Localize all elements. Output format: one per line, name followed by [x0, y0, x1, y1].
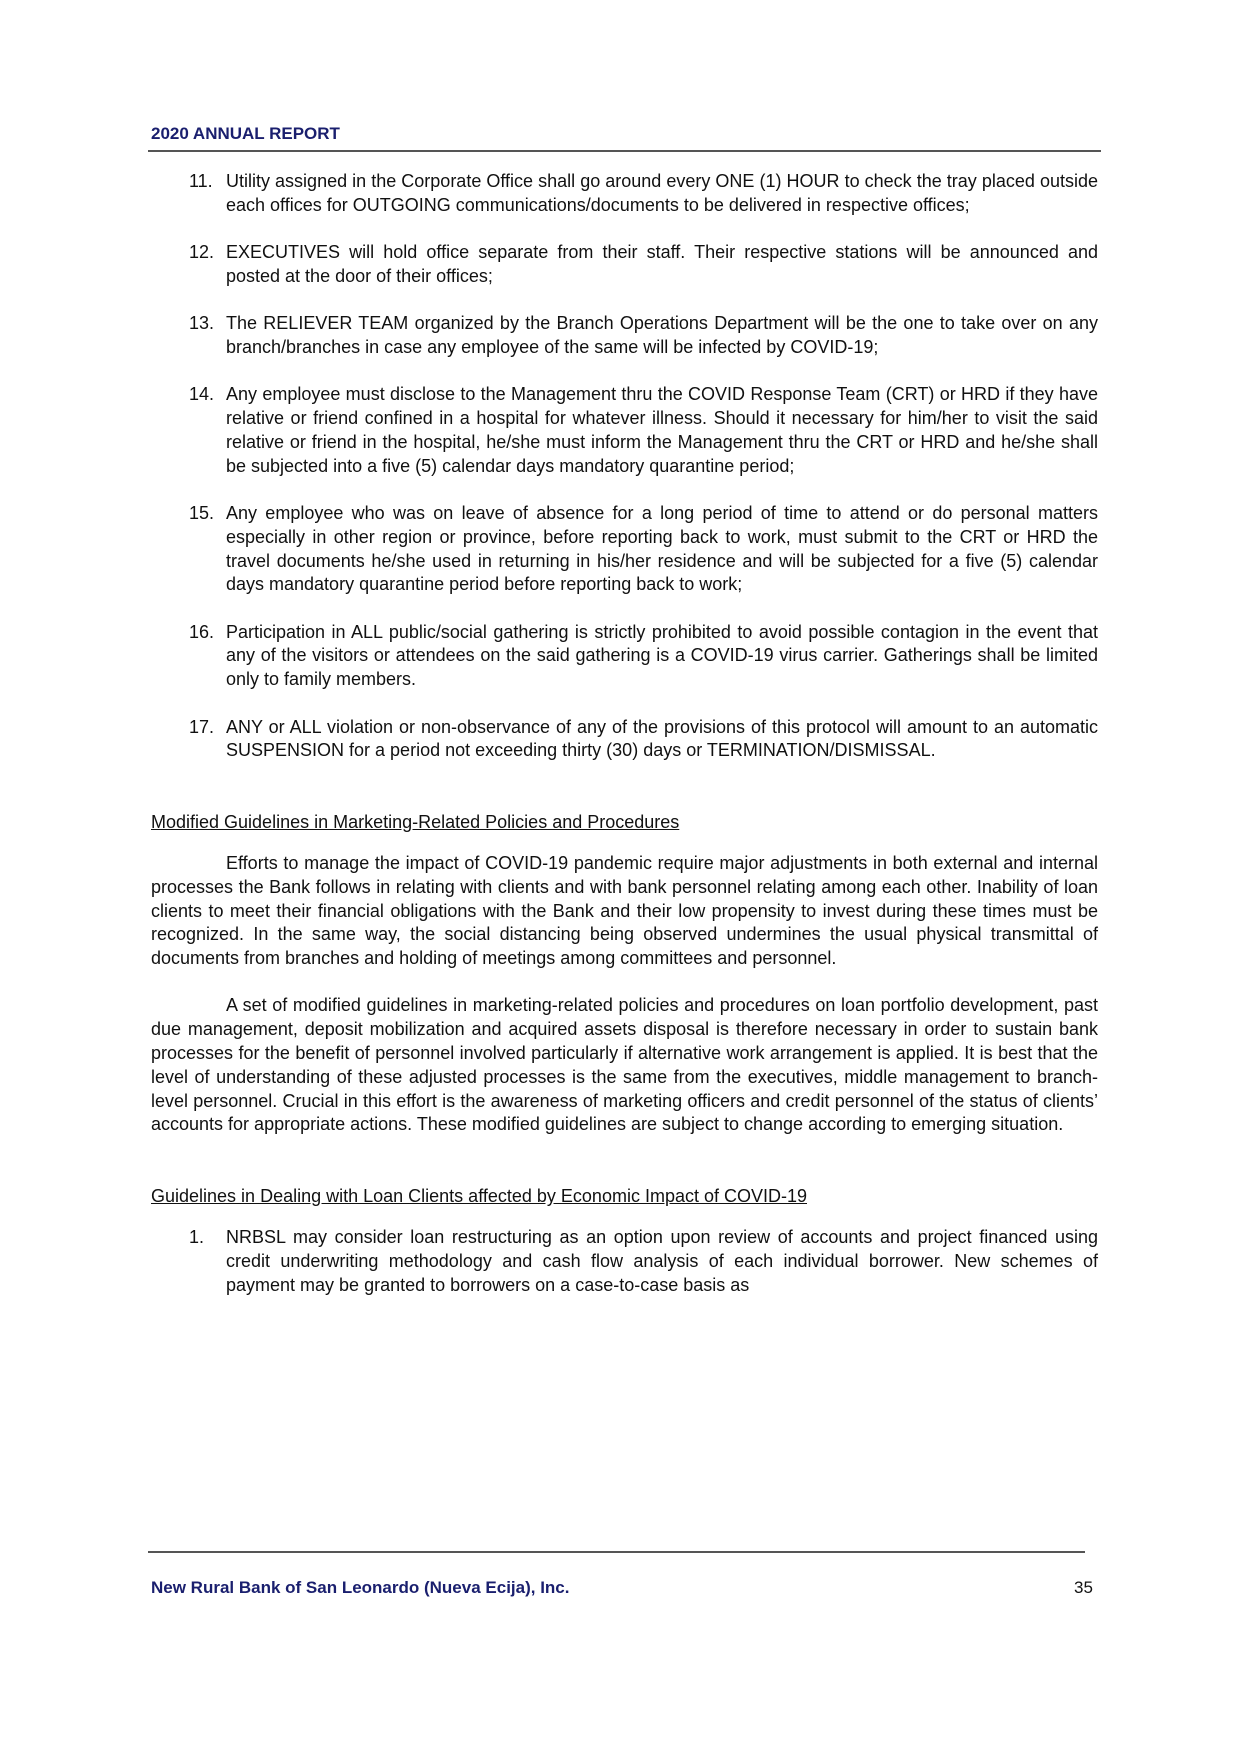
protocol-item-17: [151, 716, 1098, 764]
report-header-title: 2020 ANNUAL REPORT: [151, 124, 340, 143]
page-number: 35: [1074, 1578, 1093, 1597]
section-heading-loan-clients: Guidelines in Dealing with Loan Clients affected by Economic Impact of COVID-19: [151, 1186, 807, 1207]
protocol-item-11: [151, 170, 1098, 218]
item-text: Any employee must disclose to the Management thru the COVID Response Team (CRT) or HRD if they have relative or friend confined in a hospital for whatever illness. Should it necessary for him/her to visit the said relative or friend in the hospital, he/she must inform the Management thru the CRT or HRD and he/she shall be subjected into a five (5) calendar days mandatory quarantine period;: [226, 384, 1098, 476]
section-heading-marketing: Modified Guidelines in Marketing-Related Policies and Procedures: [151, 812, 680, 833]
protocol-item-13: [151, 312, 1098, 360]
item-number: 11.: [189, 171, 213, 191]
footer-divider: [148, 1551, 1085, 1553]
marketing-paragraph-2: A set of modified guidelines in marketing-related policies and procedures on loan portfolio development, past due management, deposit mobilization and acquired assets disposal is therefore necessary in order to sustain bank processes for the benefit of personnel involved particularly if alternative work arrangement is applied. It is best that the level of understanding of these adjusted processes is the same from the executives, middle management to branch-level personnel. Crucial in this effort is the awareness of marketing officers and credit personnel of the status of clients’ accounts for appropriate actions. These modified guidelines are subject to change according to emerging situation.: [151, 995, 1098, 1135]
item-number: 13.: [189, 313, 215, 334]
item-number: 15.: [189, 502, 215, 523]
marketing-paragraph-1: Efforts to manage the impact of COVID-19 pandemic require major adjustments in both external and internal processes the Bank follows in relating with clients and with bank personnel relating among each other. Inability of loan clients to meet their financial obligations with the Bank and their low propensity to invest during these times must be recognized. In the same way, the social distancing being observed undermines the usual physical transmittal of documents from branches and holding of meetings among committees and personnel.: [151, 852, 1098, 969]
loan-guideline-item-1: [151, 1226, 1098, 1297]
protocol-item-14: [151, 383, 1098, 478]
protocol-item-12: [151, 241, 1098, 289]
item-number: 1.: [189, 1227, 205, 1247]
item-text: NRBSL may consider loan restructuring as an option upon review of accounts and project financed using credit underwriting methodology and cash flow analysis of each individual borrower. New schemes of payment may be granted to borrowers on a case-to-case basis as: [226, 1227, 1098, 1295]
item-number: 17.: [189, 716, 215, 737]
item-number: 14.: [189, 384, 215, 405]
item-text: Participation in ALL public/social gathering is strictly prohibited to avoid possible contagion in the event that any of the visitors or attendees on the said gathering is a COVID-19 virus carrier. Gatherings shall be limited only to family members.: [226, 621, 1098, 690]
item-number: 16.: [189, 621, 215, 642]
footer-organization: New Rural Bank of San Leonardo (Nueva Ecija), Inc.: [151, 1578, 570, 1597]
item-text: Utility assigned in the Corporate Office shall go around every ONE (1) HOUR to check the tray placed outside each offices for OUTGOING communications/documents to be delivered in respective offices;: [226, 171, 1098, 215]
page-body: [151, 170, 1098, 1297]
item-text: ANY or ALL violation or non-observance of any of the provisions of this protocol will amount to an automatic SUSPENSION for a period not exceeding thirty (30) days or TERMINATION/DISMISSAL.: [226, 716, 1098, 761]
protocol-item-16: [151, 621, 1098, 692]
protocol-item-15: [151, 502, 1098, 597]
item-number: 12.: [189, 242, 215, 263]
item-text: Any employee who was on leave of absence for a long period of time to attend or do personal matters especially in other region or province, before reporting back to work, must submit to the CRT or HRD the travel documents he/she used in returning in his/her residence and will be subjected for a five (5) calendar days mandatory quarantine period before reporting back to work;: [226, 502, 1098, 595]
header-divider: [148, 150, 1101, 152]
item-text: The RELIEVER TEAM organized by the Branch Operations Department will be the one to take over on any branch/branches in case any employee of the same will be infected by COVID-19;: [226, 313, 1098, 357]
item-text: EXECUTIVES will hold office separate from their staff. Their respective stations will be announced and posted at the door of their offices;: [226, 242, 1098, 286]
